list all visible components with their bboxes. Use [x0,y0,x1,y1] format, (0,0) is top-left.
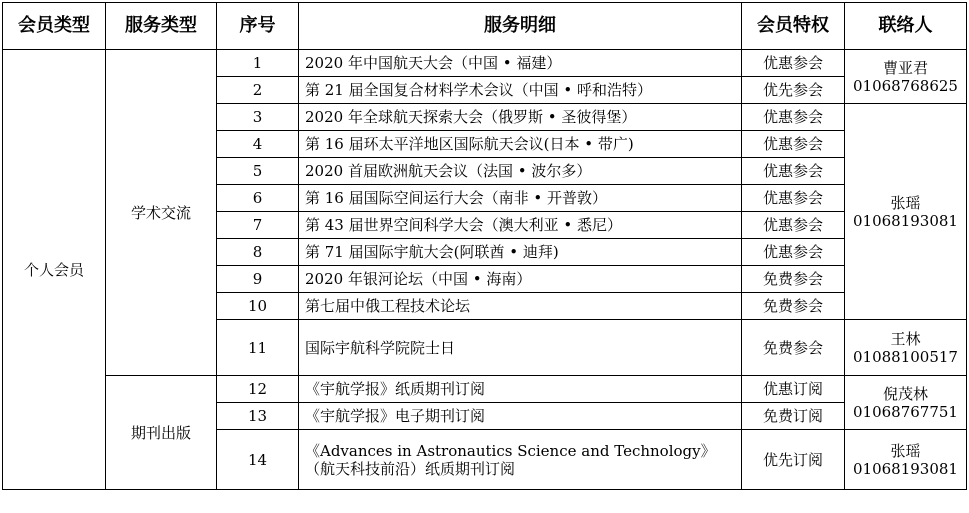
contact-cell [845,430,967,490]
contact-name: 王林 [890,329,921,348]
privilege: 优惠参会 [742,212,845,239]
row-number: 4 [217,131,299,158]
service-detail: 2020 首届欧洲航天会议（法国 • 波尔多） [299,158,742,185]
row-number: 14 [217,430,299,490]
privilege: 优惠参会 [742,185,845,212]
privilege: 优惠订阅 [742,376,845,403]
membership-services-table [2,2,967,490]
header-row [3,3,967,50]
member-type-cell: 个人会员 [3,50,106,490]
service-detail: 第 16 届环太平洋地区国际航天会议(日本 • 带广) [299,131,742,158]
service-detail: 2020 年银河论坛（中国 • 海南） [299,266,742,293]
service-detail: 第 16 届国际空间运行大会（南非 • 开普敦） [299,185,742,212]
contact-phone: 01068768625 [853,76,958,95]
header-service-type: 服务类型 [106,3,217,50]
row-number: 10 [217,293,299,320]
service-type-journal: 期刊出版 [106,376,217,490]
privilege: 优先参会 [742,77,845,104]
row-number: 12 [217,376,299,403]
service-detail: 2020 年中国航天大会（中国 • 福建） [299,50,742,77]
service-type-academic: 学术交流 [106,50,217,376]
header-service-detail: 服务明细 [299,3,742,50]
row-number: 9 [217,266,299,293]
row-number: 1 [217,50,299,77]
header-privilege: 会员特权 [742,3,845,50]
contact-cell [845,320,967,376]
service-detail: 《宇航学报》电子期刊订阅 [299,403,742,430]
row-number: 5 [217,158,299,185]
privilege: 优先订阅 [742,430,845,490]
contact-name: 倪茂林 [882,384,928,403]
table-row [3,50,967,77]
privilege: 免费参会 [742,293,845,320]
service-detail: 第 43 届世界空间科学大会（澳大利亚 • 悉尼） [299,212,742,239]
privilege: 免费参会 [742,266,845,293]
row-number: 2 [217,77,299,104]
service-detail: 第七届中俄工程技术论坛 [299,293,742,320]
row-number: 13 [217,403,299,430]
service-detail: 第 21 届全国复合材料学术会议（中国 • 呼和浩特） [299,77,742,104]
contact-name: 张瑶 [890,441,921,460]
service-detail: 2020 年全球航天探索大会（俄罗斯 • 圣彼得堡） [299,104,742,131]
header-number: 序号 [217,3,299,50]
privilege: 优惠参会 [742,158,845,185]
row-number: 3 [217,104,299,131]
service-detail: 《宇航学报》纸质期刊订阅 [299,376,742,403]
contact-name: 曹亚君 [882,58,928,77]
contact-phone: 01068193081 [853,459,958,478]
contact-phone: 01088100517 [853,347,958,366]
contact-phone: 01068193081 [853,211,958,230]
header-contact: 联络人 [845,3,967,50]
service-detail: 《Advances in Astronautics Science and Technology》（航天科技前沿）纸质期刊订阅 [299,430,742,490]
privilege: 优惠参会 [742,50,845,77]
privilege: 免费参会 [742,320,845,376]
row-number: 8 [217,239,299,266]
privilege: 优惠参会 [742,131,845,158]
service-detail: 国际宇航科学院院士日 [299,320,742,376]
contact-cell [845,50,967,104]
table-row [3,376,967,403]
row-number: 6 [217,185,299,212]
contact-cell [845,104,967,320]
privilege: 优惠参会 [742,104,845,131]
contact-phone: 01068767751 [853,402,958,421]
header-member-type: 会员类型 [3,3,106,50]
row-number: 11 [217,320,299,376]
privilege: 免费订阅 [742,403,845,430]
privilege: 优惠参会 [742,239,845,266]
row-number: 7 [217,212,299,239]
service-detail: 第 71 届国际宇航大会(阿联酋 • 迪拜) [299,239,742,266]
contact-cell [845,376,967,430]
contact-name: 张瑶 [890,193,921,212]
